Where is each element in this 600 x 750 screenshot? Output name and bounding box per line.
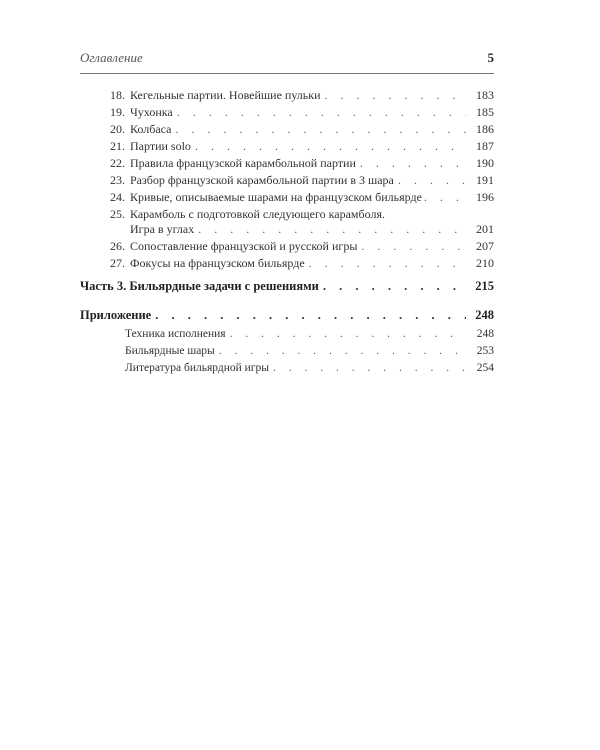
entry-page: 190 [476, 156, 494, 170]
toc-entry-22[interactable] [103, 156, 494, 171]
entry-number: 21. [110, 139, 125, 153]
entry-page: 253 [476, 345, 494, 357]
entry-title: Кегельные партии. Новейшие пульки [130, 88, 321, 102]
toc-appendix-item-literature[interactable] [125, 361, 494, 376]
toc-entry-19[interactable] [103, 105, 494, 120]
toc-entry-26[interactable] [103, 239, 494, 254]
toc-entry-21[interactable] [103, 139, 494, 154]
entry-title: Кривые, описываемые шарами на французском бильярде [130, 190, 422, 204]
header-rule [80, 73, 494, 74]
entry-number: 26. [110, 239, 125, 253]
dot-leader [155, 308, 466, 323]
toc-entry-18[interactable] [103, 88, 494, 103]
entry-page: 215 [475, 279, 494, 293]
entry-page: 254 [476, 362, 494, 374]
entry-number: 22. [110, 156, 125, 170]
entry-number: 27. [110, 256, 125, 270]
entry-number: 25. [110, 207, 125, 221]
toc-appendix-item-technique[interactable] [125, 327, 494, 342]
dot-leader [230, 327, 466, 342]
entry-title: Бильярдные шары [125, 345, 215, 357]
running-header [80, 50, 494, 74]
entry-page: 186 [476, 122, 494, 136]
toc-entry-24[interactable] [103, 190, 494, 205]
entry-title: Техника исполнения [125, 328, 226, 340]
dot-leader [219, 344, 466, 359]
entry-title: Сопоставление французской и русской игры [130, 239, 358, 253]
entry-number: 19. [110, 105, 125, 119]
entry-page: 185 [476, 105, 494, 119]
entry-title-line1: Карамболь с подготовкой следующего карамболя. [130, 207, 385, 221]
running-title: Оглавление [80, 50, 143, 65]
toc-entry-25[interactable] [103, 207, 494, 237]
entry-title-line2: Игра в углах [130, 222, 195, 236]
dot-leader [323, 279, 466, 294]
dot-leader [360, 156, 466, 171]
toc-entry-23[interactable] [103, 173, 494, 188]
entry-page: 210 [476, 256, 494, 270]
dot-leader [361, 239, 466, 254]
entry-page: 187 [476, 139, 494, 153]
entry-page: 248 [475, 308, 494, 322]
appendix-title: Приложение [80, 308, 152, 322]
toc-part-3[interactable] [80, 279, 494, 294]
entry-page: 201 [476, 222, 494, 236]
dot-leader [398, 173, 466, 188]
entry-title: Фокусы на французском бильярде [130, 256, 305, 270]
dot-leader [273, 361, 466, 376]
dot-leader [195, 139, 466, 154]
entry-page: 196 [476, 190, 494, 204]
dot-leader [325, 88, 466, 103]
dot-leader [175, 122, 466, 137]
entry-number: 24. [110, 190, 125, 204]
entry-title: Правила французской карамбольной партии [130, 156, 356, 170]
page-number: 5 [487, 50, 494, 65]
entry-number: 20. [110, 122, 125, 136]
entry-page: 248 [476, 328, 494, 340]
entry-title: Разбор французской карамбольной партии в 3 шара [130, 173, 394, 187]
entry-page: 191 [476, 173, 494, 187]
entry-number: 18. [110, 88, 125, 102]
toc-entry-20[interactable] [103, 122, 494, 137]
dot-leader [424, 190, 468, 205]
part-title: Часть 3. Бильярдные задачи с решениями [80, 279, 319, 293]
entry-title: Колбаса [130, 122, 172, 136]
entry-title: Чухонка [130, 105, 173, 119]
toc-appendix-item-balls[interactable] [125, 344, 494, 359]
toc-appendix[interactable] [80, 308, 494, 323]
entry-title: Литература бильярдной игры [125, 362, 270, 374]
dot-leader [177, 105, 466, 120]
dot-leader [198, 222, 466, 237]
entry-number: 23. [110, 173, 125, 187]
entry-title: Партии solo [130, 139, 191, 153]
entry-page: 207 [476, 239, 494, 253]
entry-page: 183 [476, 88, 494, 102]
dot-leader [309, 256, 466, 271]
toc-entry-27[interactable] [103, 256, 494, 271]
